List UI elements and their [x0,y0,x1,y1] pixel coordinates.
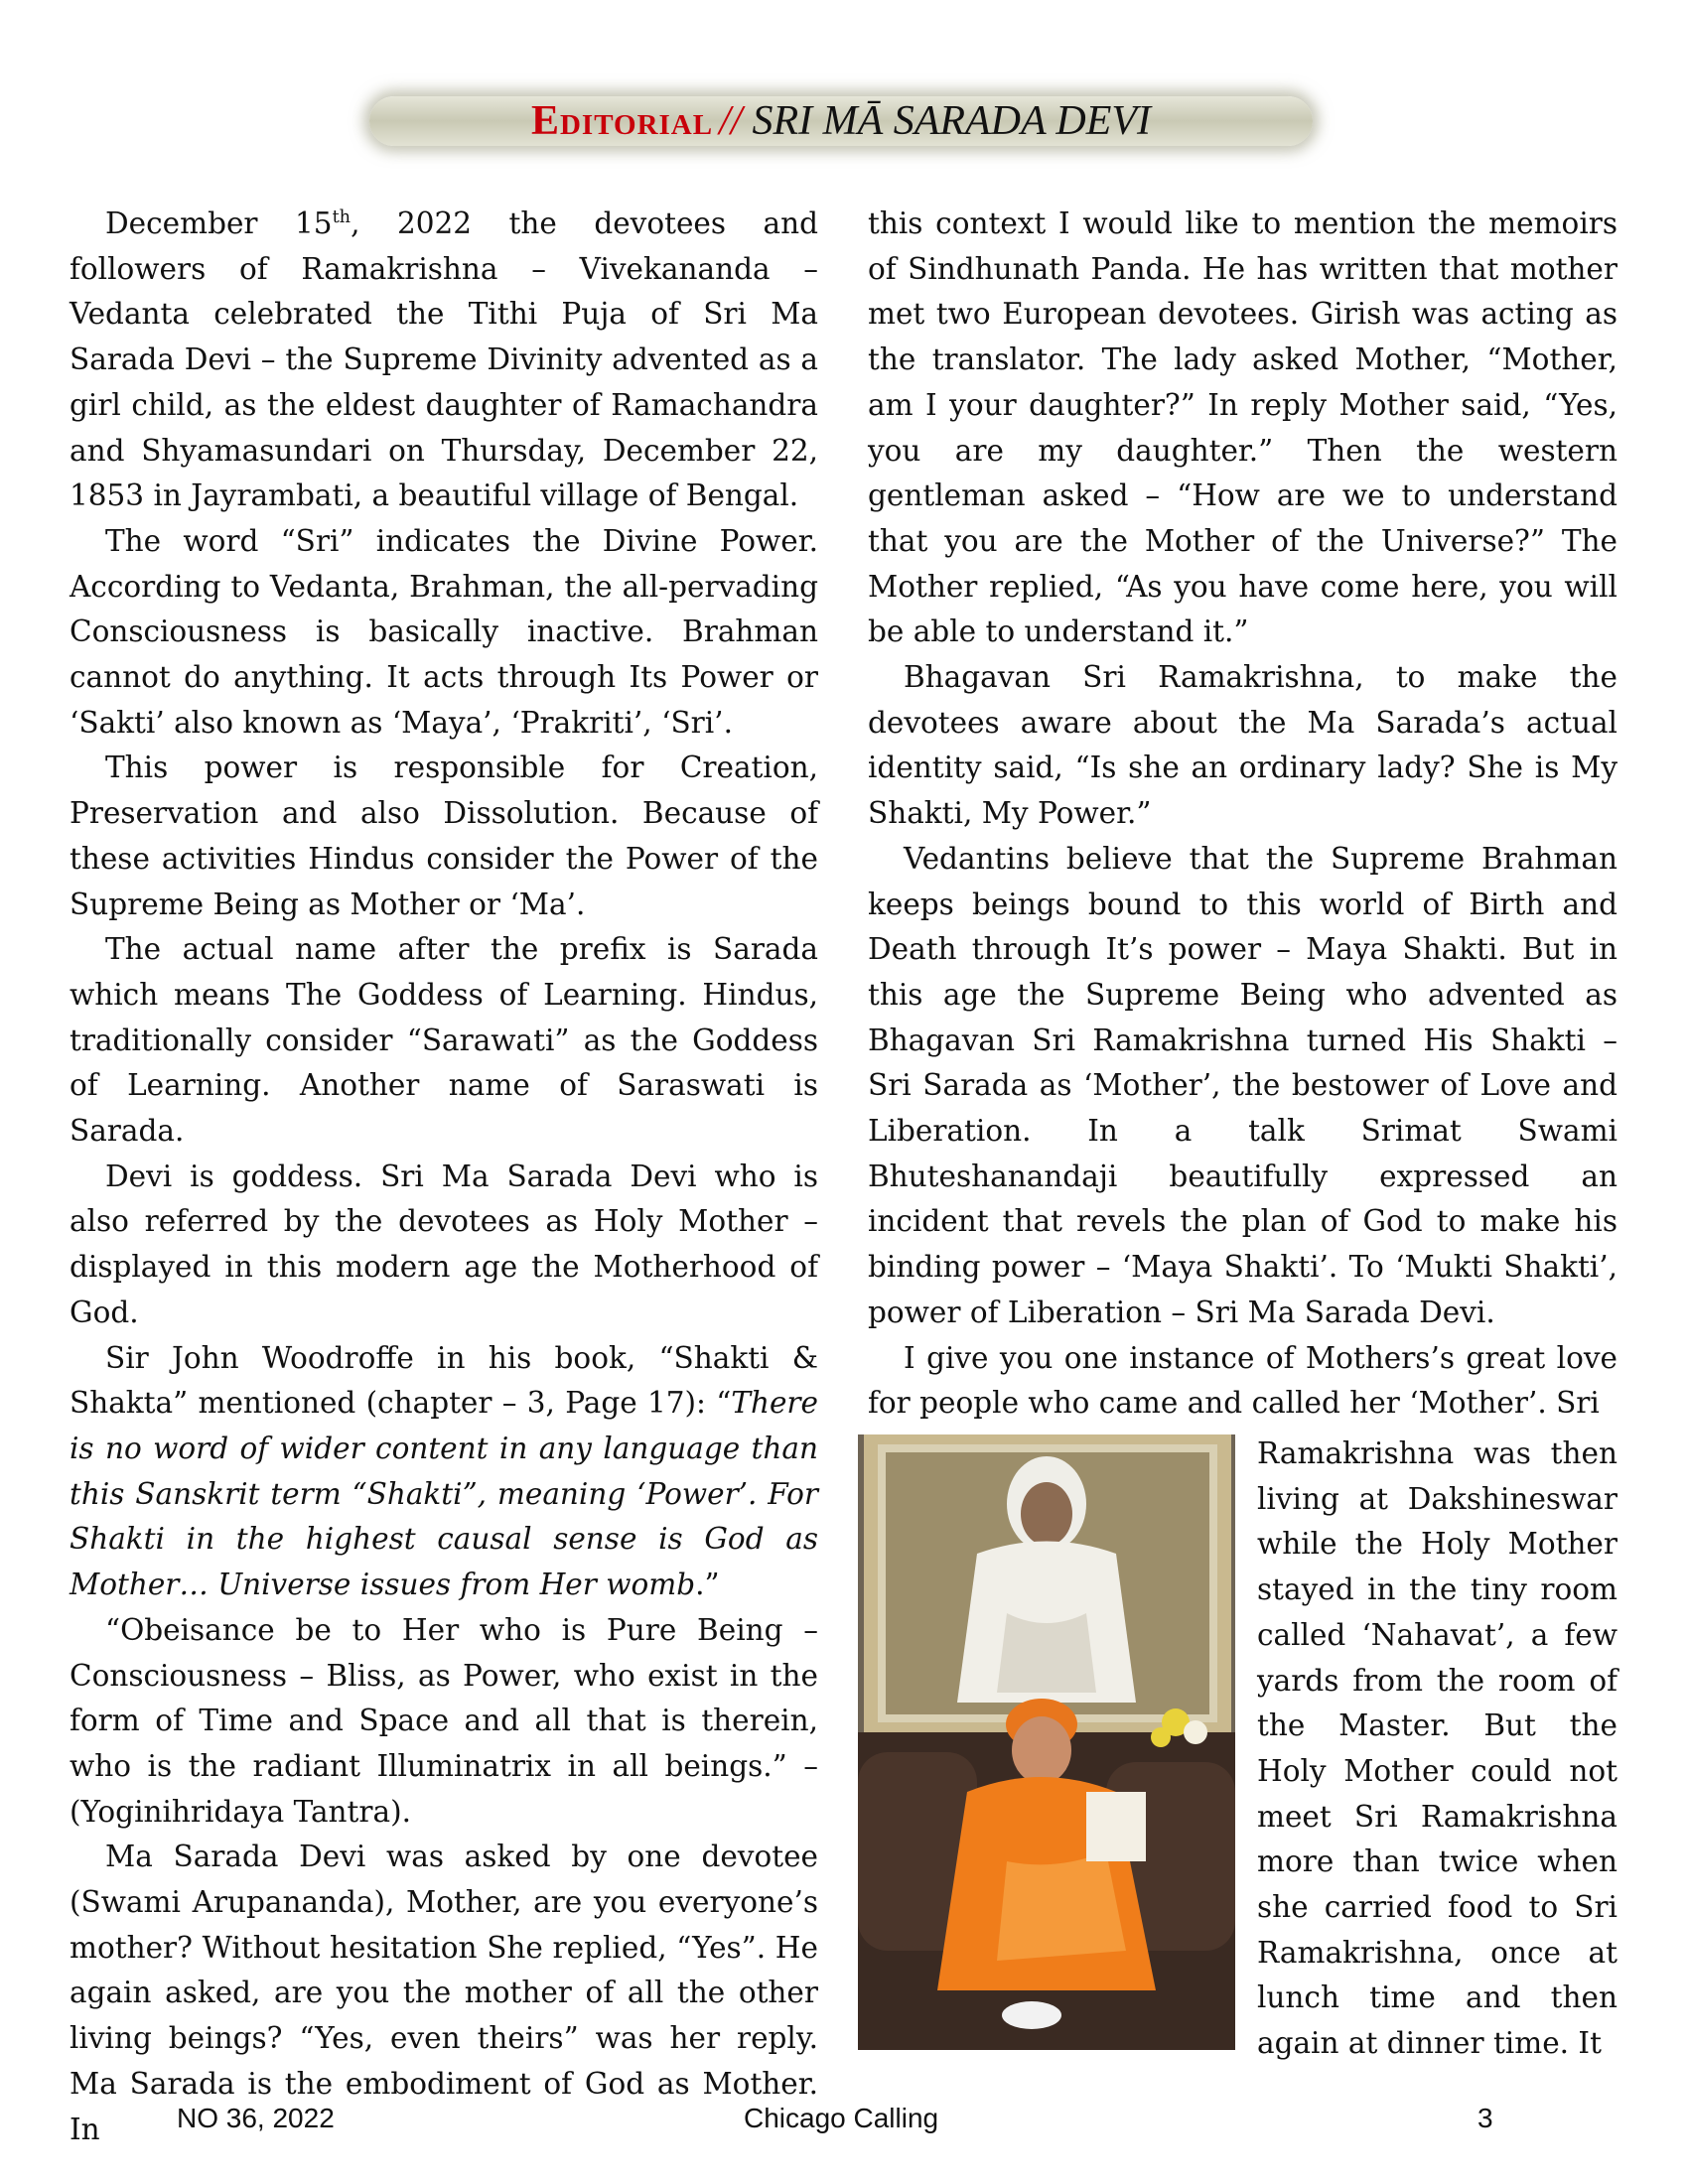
title-separator: // [719,98,743,144]
wrap-text-beside-photo [1257,1432,1618,2067]
paragraph: Bhagavan Sri Ramakrishna, to make the devotees aware about the Ma Sarada’s actual identity said, “Is she an ordinary lady? She is My Shakti, My Power.” [868,660,1618,831]
paragraph: Sir John Woodroffe in his book, “Shakti & Shakta” mentioned (chapter – 3, Page 17): “There is no word of wider content in any language than this Sanskrit term “Shakti”, meaning ‘Power’. For Shakti in the highest causal sense is God as Mother… Universe issues from Her womb.” [70,1340,818,1602]
paragraph: I give you one instance of Mothers’s great love for people who came and called her ‘Mother’. Sri [868,1340,1618,1421]
footer-publication: Chicago Calling [744,2103,939,2133]
editorial-label: Editorial [530,98,714,144]
right-column [868,202,1618,1427]
footer-issue: NO 36, 2022 [177,2103,335,2133]
paragraph: The word “Sri” indicates the Divine Power. According to Vedanta, Brahman, the all-pervading Consciousness is basically inactive. Brahman cannot do anything. It acts through Its Power or ‘Sakti’ also known as ‘Maya’, ‘Prakriti’, ‘Sri’. [70,523,818,740]
paragraph: this context I would like to mention the memoirs of Sindhunath Panda. He has written that mother met two European devotees. Girish was acting as the translator. The lady asked Mother, “Mother, am I your daughter?” In reply Mother said, “Yes, you are my daughter.” Then the western gentleman asked – “How are we to understand that you are the Mother of the Universe?” The Mother replied, “As you have come here, you will be able to understand it.” [868,206,1618,649]
left-column [70,202,818,2152]
paragraph: Ma Sarada Devi was asked by one devotee (Swami Arupananda), Mother, are you everyone’s mother? Without hesitation She replied, “Yes”. He again asked, are you the mother of all the other living beings? “Yes, even theirs” was her reply. Ma Sarada is the embodiment of God as Mother. In [70,1840,818,2146]
paragraph: Vedantins believe that the Supreme Brahman keeps beings bound to this world of Birth and Death through It’s power – Maya Shakti. But in this age the Supreme Being who advented as Bhagavan Sri Ramakrishna turned His Shakti – Sri Sarada as ‘Mother’, the bestower of Love and Liberation. In a talk Srimat Swami Bhuteshanandaji beautifully expressed an incident that revels the plan of God to make his binding power – ‘Maya Shakti’. To ‘Mukti Shakti’, power of Liberation – Sri Ma Sarada Devi. [868,841,1618,1329]
paragraph: This power is responsible for Creation, Preservation and also Dissolution. Because of these activities Hindus consider the Power of the Supreme Being as Mother or ‘Ma’. [70,751,818,921]
paragraph: Devi is goddess. Sri Ma Sarada Devi who is also referred by the devotees as Holy Mother – displayed in this modern age the Motherhood of God. [70,1159,818,1329]
page-title: SRI MĀ SARADA DEVI [752,98,1152,144]
paragraph: Ramakrishna was then living at Dakshineswar while the Holy Mother stayed in the tiny room called ‘Nahavat’, a few yards from the room of the Master. But the Holy Mother could not meet Sri Ramakrishna more than twice when she carried food to Sri Ramakrishna, once at lunch time and then again at dinner time. It [1257,1436,1618,2061]
photo-holy-mother-portrait-and-swami [858,1434,1235,2050]
editorial-banner [369,96,1313,146]
quote-italic: There is no word of wider content in any language than this Sanskrit term “Shakti”, meaning ‘Power’. For Shakti in the highest causal sense is God as Mother… Universe issues from Her womb [70,1386,818,1602]
paragraph: The actual name after the prefix is Sarada which means The Goddess of Learning. Hindus, traditionally consider “Sarawati” as the Goddess of Learning. Another name of Saraswati is Sarada. [70,932,818,1149]
footer-page-number: 3 [1477,2103,1493,2133]
paragraph: “Obeisance be to Her who is Pure Being – Consciousness – Bliss, as Power, who exist in the form of Time and Space and all that is therein, who is the radiant Illuminatrix in all beings.” – (Yoginihridaya Tantra). [70,1612,818,1829]
paragraph: December 15th, 2022 the devotees and followers of Ramakrishna – Vivekananda – Vedanta celebrated the Tithi Puja of Sri Ma Sarada Devi – the Supreme Divinity advented as a girl child, as the eldest daughter of Ramachandra and Shyamasundari on Thursday, December 22, 1853 in Jayrambati, a beautiful village of Bengal. [70,206,818,513]
